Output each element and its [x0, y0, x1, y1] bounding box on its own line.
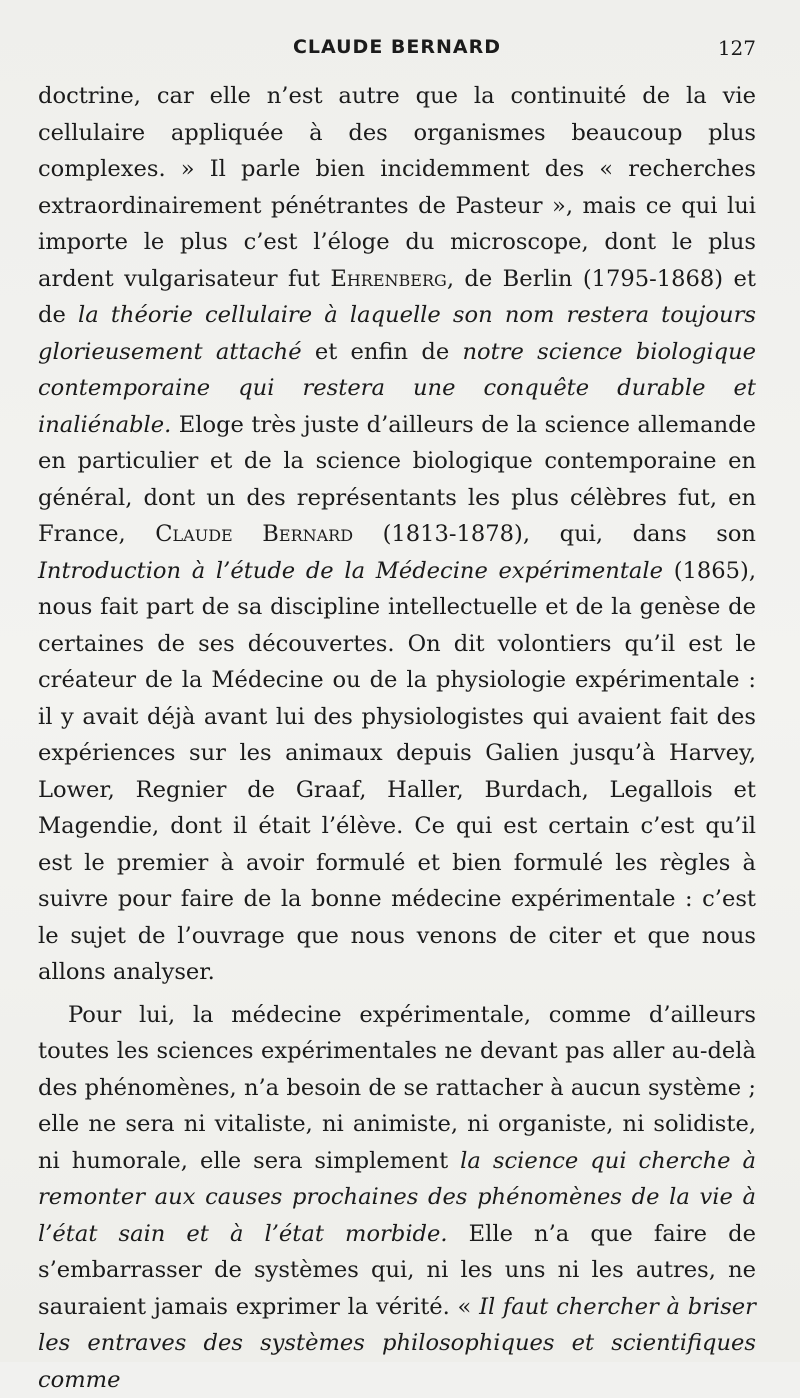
italic-text: Introduction à l’étude de la Médecine expérimentale	[38, 558, 663, 584]
text-run: Eloge très juste d’ailleurs de la science allemande en particulier et de la science biologique contemporaine en général, dont un des représentants les plus célèbres fut, en France,	[38, 412, 756, 548]
text-run: (1813-1878), qui, dans son	[353, 521, 756, 547]
italic-text: Il faut chercher à briser les entraves des systèmes philosophiques et scientifiques comme	[38, 1294, 756, 1393]
running-header	[38, 30, 756, 78]
body-text	[38, 78, 756, 1398]
text-run: (1865), nous fait part de sa discipline intellectuelle et de la genèse de certaines de ses découvertes. On dit volontiers qu’il est le créateur de la Médecine ou de la physiologie expérimentale : il y avait déjà avant lui des physiologistes qui avaient fait des expériences sur les animaux depuis Galien jusqu’à Harvey, Lower, Regnier de Graaf, Haller, Burdach, Legallois et Magendie, dont il était l’élève. Ce qui est certain c’est qu’il est le premier à avoir formulé et bien formulé les règles à suivre pour faire de la bonne médecine expérimentale : c’est le sujet de l’ouvrage que nous venons de citer et que nous allons analyser.	[38, 558, 756, 986]
italic-text: notre science biologique contemporaine qui restera une conquête durable et inaliénable.	[38, 339, 756, 438]
running-title: CLAUDE BERNARD	[38, 36, 756, 58]
text-run: et enfin de	[302, 339, 463, 365]
small-caps-name: Claude Bernard	[155, 521, 353, 547]
small-caps-name: Ehrenberg	[330, 266, 446, 292]
page-number: 127	[718, 36, 756, 60]
italic-text: la théorie cellulaire à laquelle son nom restera toujours glorieusement attaché	[38, 302, 756, 365]
text-run: Pour lui, la médecine expérimentale, comme d’ailleurs toutes les sciences expérimentales ne devant pas aller au-delà des phénomènes, n’a besoin de se rattacher à aucun système ; elle ne sera ni vitaliste, ni animiste, ni organiste, ni solidiste, ni humorale, elle sera simplement	[38, 1002, 756, 1174]
paragraph	[38, 997, 756, 1398]
text-run: Elle n’a que faire de s’embarrasser de systèmes qui, ni les uns ni les autres, ne sauraient jamais exprimer la vérité. «	[38, 1221, 756, 1320]
italic-text: la science qui cherche à remonter aux causes prochaines des phénomènes de la vie à l’état sain et à l’état morbide.	[38, 1148, 756, 1247]
text-run: , de Berlin (1795-1868) et de	[38, 266, 756, 329]
text-run: doctrine, car elle n’est autre que la continuité de la vie cellulaire appliquée à des organismes beaucoup plus complexes. » Il parle bien incidemment des « recherches extraordinairement pénétrantes de Pasteur », mais ce qui lui importe le plus c’est l’éloge du microscope, dont le plus ardent vulgarisateur fut	[38, 83, 756, 292]
paragraph	[38, 78, 756, 991]
